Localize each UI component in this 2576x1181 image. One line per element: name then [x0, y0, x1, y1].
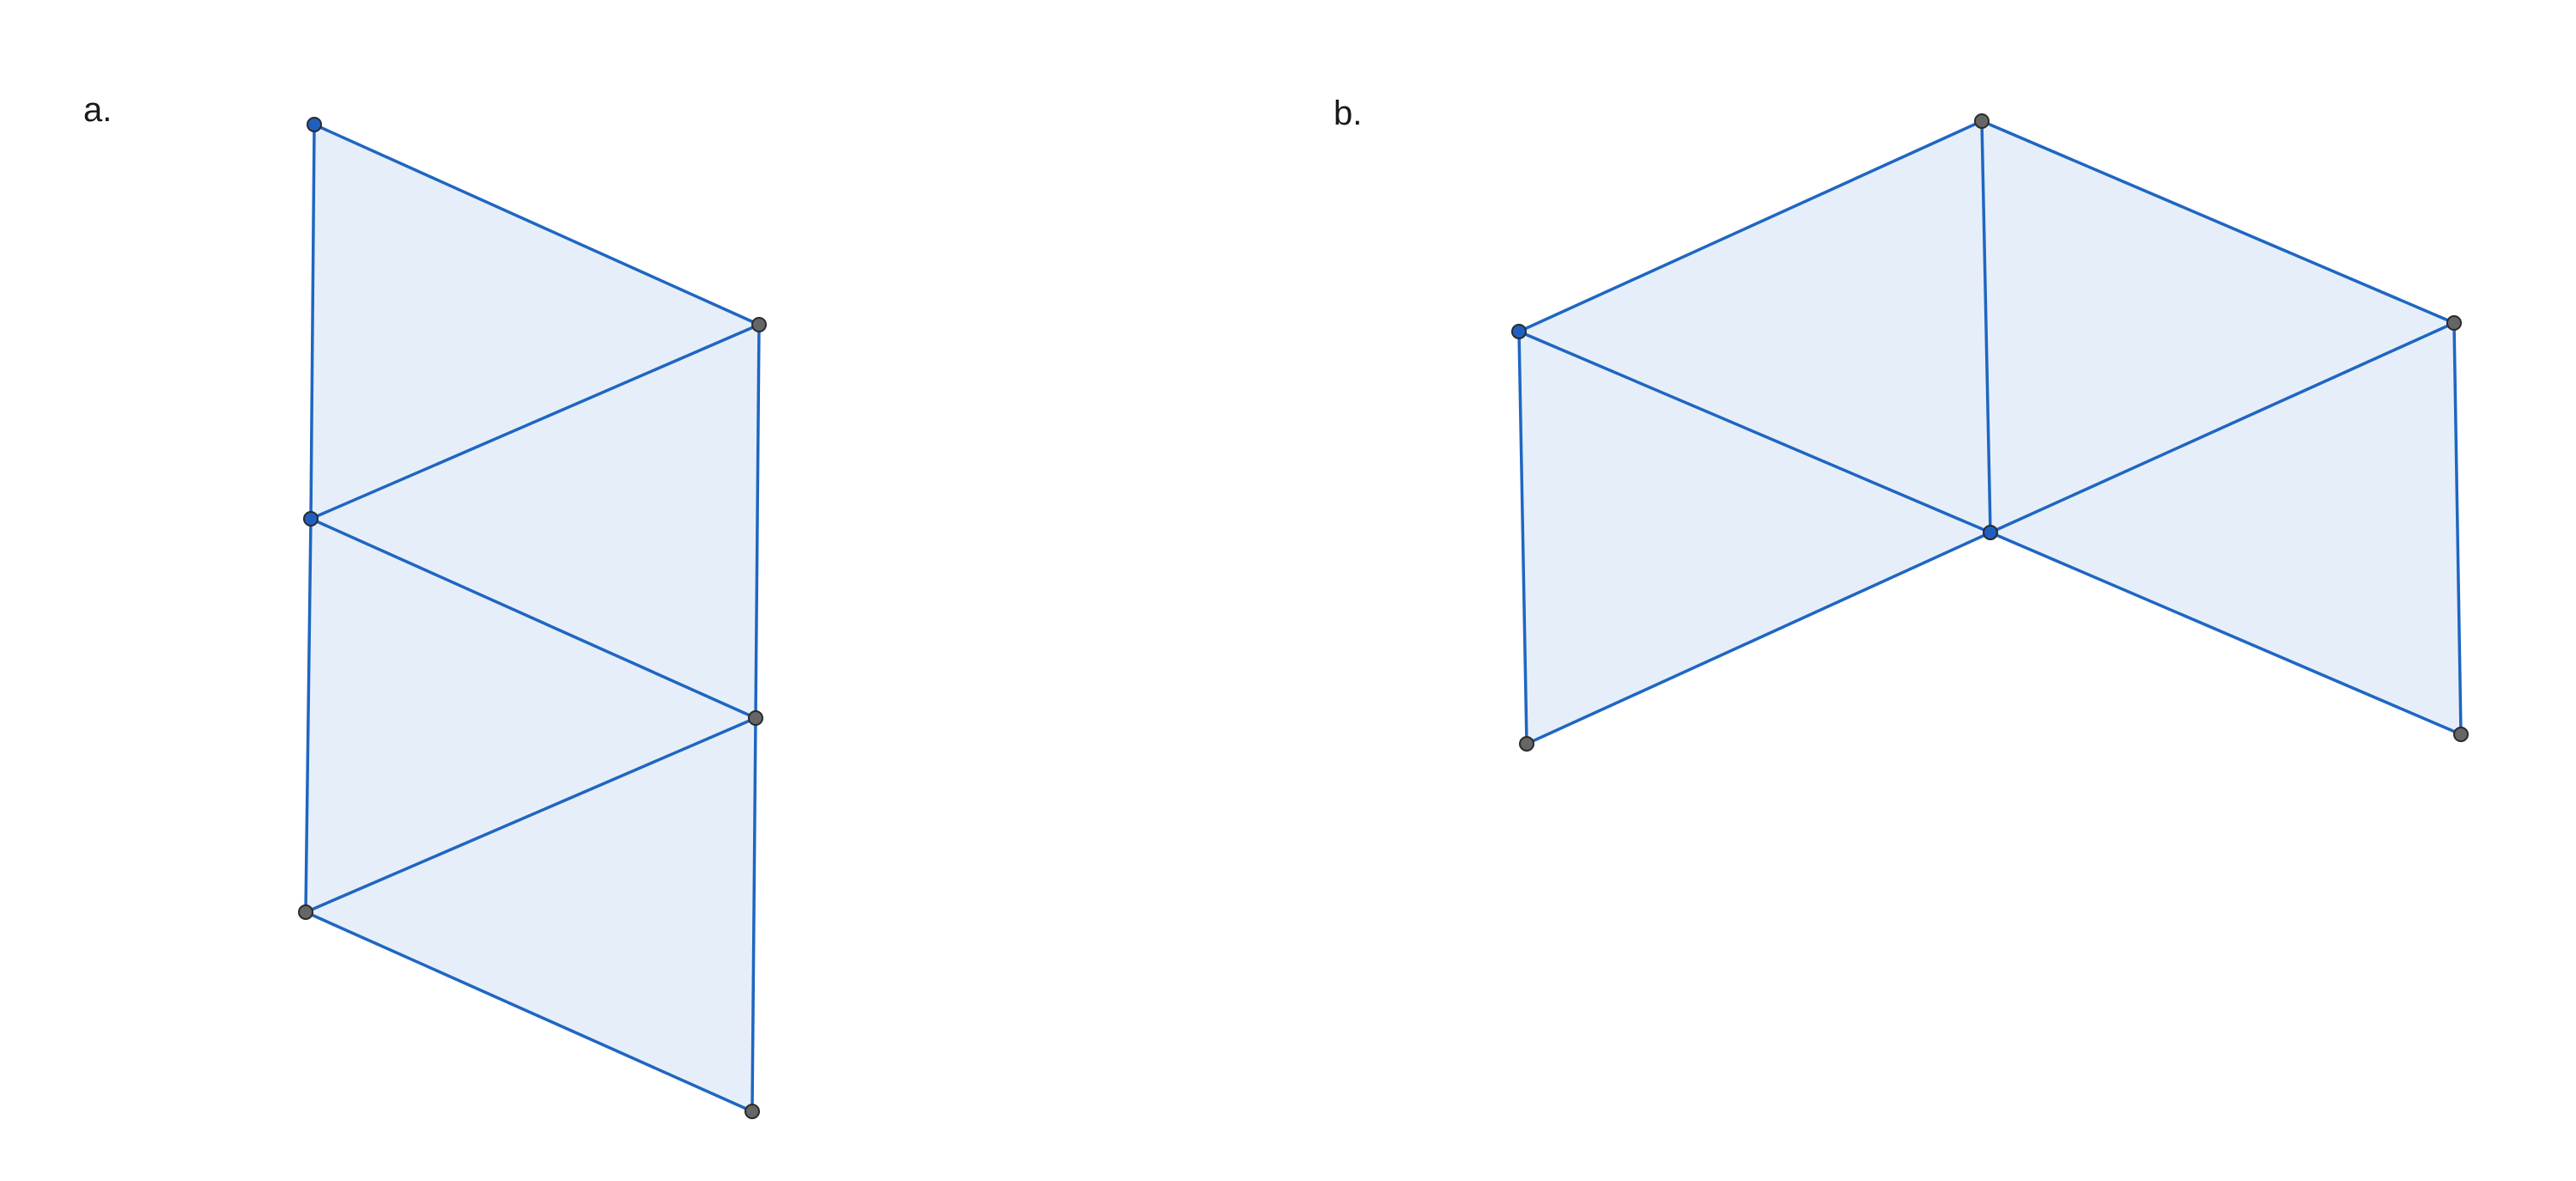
- figure-b-vertex-right: [2447, 316, 2461, 330]
- figure-b-vertex-bottom-right: [2454, 727, 2468, 741]
- figure-a-vertex-middle-right: [749, 711, 762, 725]
- figure-b-vertex-center[interactable]: [1984, 526, 1997, 539]
- figure-b-vertex-bottom-left: [1520, 737, 1534, 751]
- figure-a-vertex-upper-right: [752, 318, 766, 332]
- figure-a-vertex-bottom-right: [745, 1105, 759, 1118]
- panel-label-b: b.: [1334, 94, 1363, 132]
- figure-a-vertex-lower-left: [299, 905, 313, 919]
- figure-b-vertex-left[interactable]: [1512, 325, 1526, 338]
- panel-label-a: a.: [83, 91, 112, 129]
- figure-b-vertex-top-center: [1975, 114, 1989, 128]
- figure-a-triangle-strip: [299, 118, 766, 1118]
- figure-b-triangle-fan: [1512, 114, 2468, 751]
- figure-a-vertex-middle-left[interactable]: [304, 512, 318, 526]
- figure-a-vertex-top-left[interactable]: [307, 118, 321, 131]
